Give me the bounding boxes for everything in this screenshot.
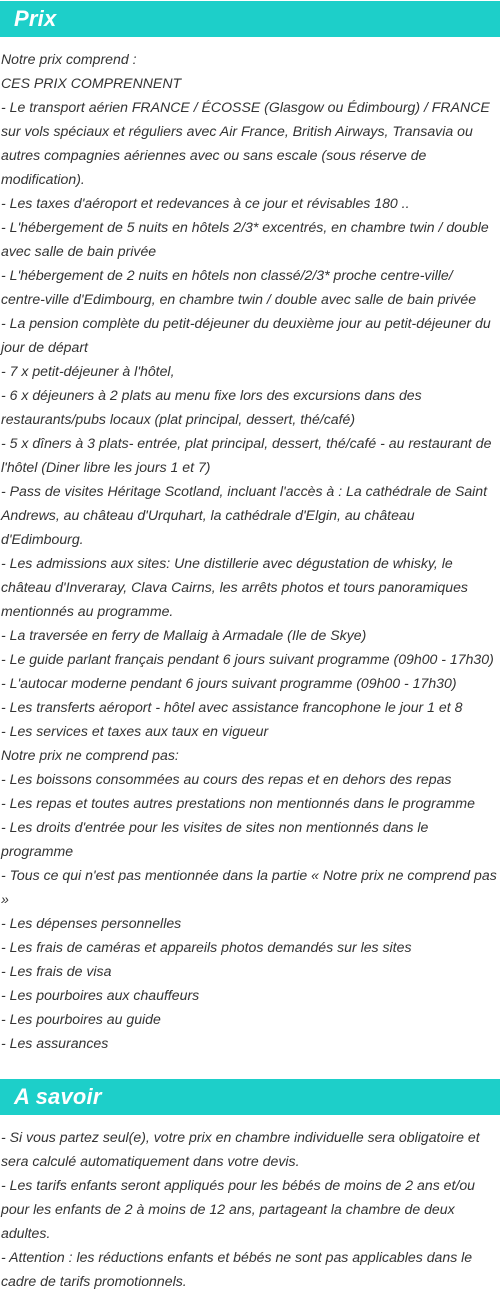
savoir-line: - Si vous partez seul(e), votre prix en chambre individuelle sera obligatoire et sera calculé automatiquement dans votre devis. [1,1129,480,1169]
prix-line: - Les transferts aéroport - hôtel avec assistance francophone le jour 1 et 8 [1,699,463,715]
prix-line: Notre prix ne comprend pas: [1,747,179,763]
prix-line: Notre prix comprend : [1,51,137,67]
prix-line: - Les services et taxes aux taux en vigueur [1,723,269,739]
savoir-line: - Attention : les réductions enfants et bébés ne sont pas applicables dans le cadre de tarifs promotionnels. [1,1249,473,1289]
prix-line: - Les frais de visa [1,963,112,979]
prix-line: - Les pourboires au guide [1,1011,161,1027]
prix-line: - Les boissons consommées au cours des repas et en dehors des repas [1,771,452,787]
prix-line: - 7 x petit-déjeuner à l'hôtel, [1,363,175,379]
prix-line: - L'hébergement de 5 nuits en hôtels 2/3* excentrés, en chambre twin / double avec salle de bain privée [1,219,489,259]
prix-section-header [0,1,500,37]
prix-line: - Les repas et toutes autres prestations non mentionnés dans le programme [1,795,475,811]
prix-line: - Les assurances [1,1035,109,1051]
prix-line: - Pass de visites Héritage Scotland, incluant l'accès à : La cathédrale de Saint Andrews, au château d'Urquhart, la cathédrale d'Elgin, au château d'Edimbourg. [1,483,488,547]
prix-line: - Tous ce qui n'est pas mentionnée dans la partie « Notre prix ne comprend pas » [1,867,497,907]
prix-line: - L'autocar moderne pendant 6 jours suivant programme (09h00 - 17h30) [1,675,457,691]
prix-line: - Les droits d'entrée pour les visites de sites non mentionnés dans le programme [1,819,429,859]
prix-line: - Les frais de caméras et appareils photos demandés sur les sites [1,939,412,955]
prix-title: Prix [14,6,57,31]
savoir-section-body [0,1115,499,1293]
prix-line: - Les dépenses personnelles [1,915,182,931]
prix-line: - 6 x déjeuners à 2 plats au menu fixe lors des excursions dans des restaurants/pubs locaux (plat principal, dessert, thé/café) [1,387,422,427]
prix-line: - La traversée en ferry de Mallaig à Armadale (Ile de Skye) [1,627,367,643]
prix-line: - La pension complète du petit-déjeuner du deuxième jour au petit-déjeuner du jour de départ [1,315,491,355]
savoir-section-header [0,1079,500,1115]
prix-section-body [0,37,499,1079]
prix-line: - L'hébergement de 2 nuits en hôtels non classé/2/3* proche centre-ville/ centre-ville d'Edimbourg, en chambre twin / double avec salle de bain privée [1,267,477,307]
prix-line: - 5 x dîners à 3 plats- entrée, plat principal, dessert, thé/café - au restaurant de l'hôtel (Diner libre les jours 1 et 7) [1,435,492,475]
prix-line: - Le transport aérien FRANCE / ÉCOSSE (Glasgow ou Édimbourg) / FRANCE sur vols spéciaux et réguliers avec Air France, British Airways, Transavia ou autres compagnies aériennes avec ou sans escale (sous réserve de modification). [1,99,490,187]
savoir-title: A savoir [14,1084,102,1109]
prix-line: - Le guide parlant français pendant 6 jours suivant programme (09h00 - 17h30) [1,651,494,667]
prix-line: - Les pourboires aux chauffeurs [1,987,200,1003]
prix-line: CES PRIX COMPRENNENT [1,75,182,91]
prix-line: - Les taxes d'aéroport et redevances à ce jour et révisables 180 .. [1,195,410,211]
prix-line: - Les admissions aux sites: Une distillerie avec dégustation de whisky, le château d'Inveraray, Clava Cairns, les arrêts photos et tours panoramiques mentionnés au programme. [1,555,468,619]
savoir-line: - Les tarifs enfants seront appliqués pour les bébés de moins de 2 ans et/ou pour les enfants de 2 à moins de 12 ans, partageant la chambre de deux adultes. [1,1177,475,1241]
